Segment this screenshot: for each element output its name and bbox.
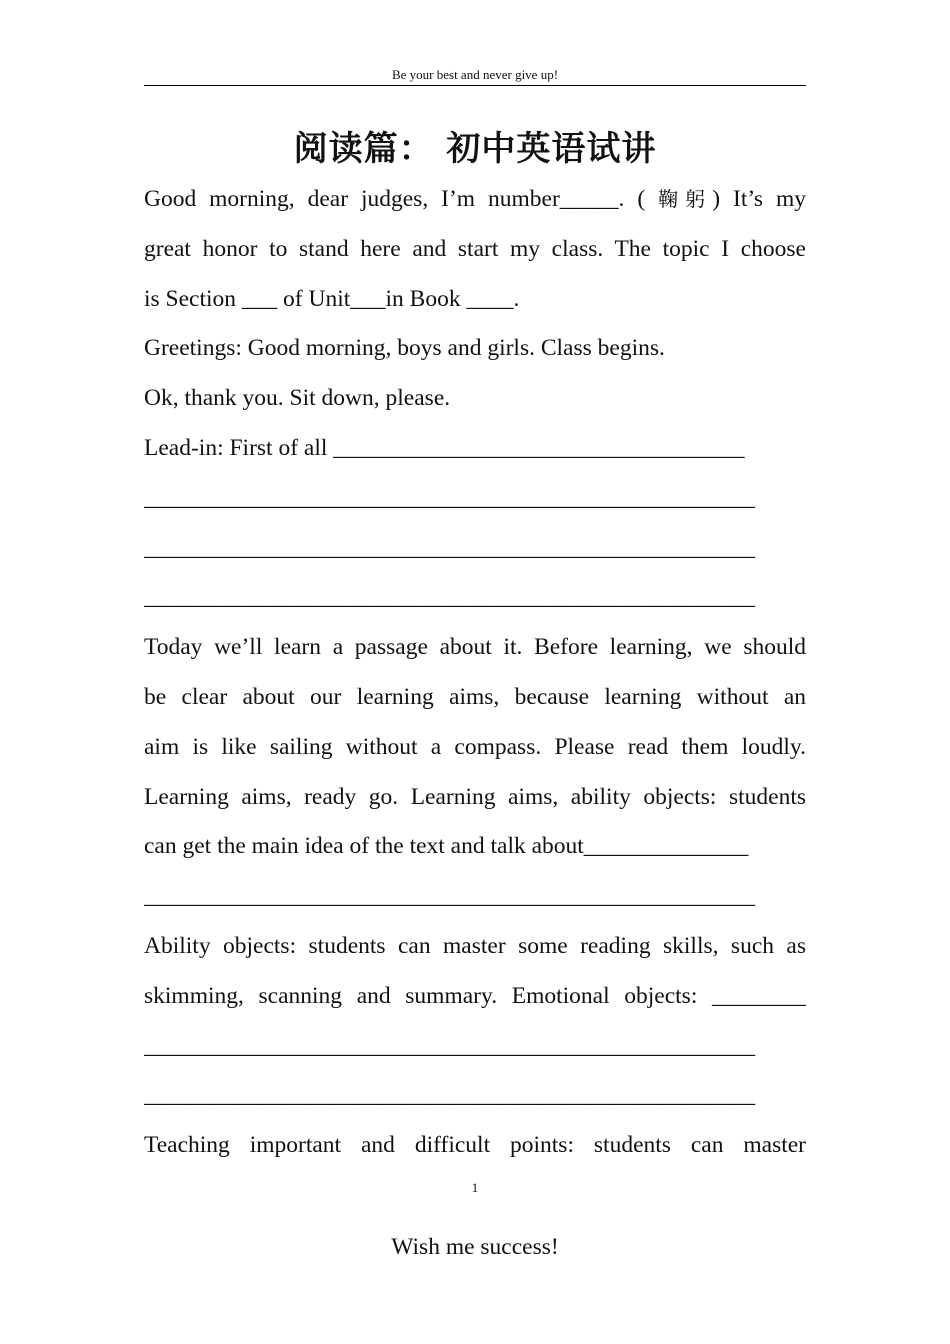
- blank-line: ____________________________________________________: [144, 584, 755, 611]
- page-title: 阅读篇： 初中英语试讲: [293, 129, 657, 169]
- document-body: [144, 175, 806, 1171]
- teaching-line: Teaching important and difficult points: students can master: [144, 1132, 806, 1159]
- ability-line-1: Ability objects: students can master some reading skills, such as: [144, 932, 806, 959]
- page-header: Be your best and never give up!: [144, 66, 806, 86]
- greetings-line: Greetings: Good morning, boys and girls. Class begins.: [144, 335, 665, 362]
- page-number: 1: [471, 1180, 479, 1195]
- intro-bow-note: 鞠躬: [658, 187, 713, 211]
- aims-line-2: be clear about our learning aims, because learning without an: [144, 683, 806, 710]
- blank-line: ____________________________________________________: [144, 484, 755, 511]
- intro-line-1: [144, 175, 806, 225]
- aims-line-1: Today we’ll learn a passage about it. Before learning, we should: [144, 634, 806, 661]
- blank-line: ____________________________________________________: [144, 534, 755, 561]
- aims-line-3: aim is like sailing without a compass. Please read them loudly.: [144, 733, 806, 760]
- sit-down-line: Ok, thank you. Sit down, please.: [144, 385, 451, 412]
- ability-line-2: skimming, scanning and summary. Emotional objects: ________: [144, 982, 806, 1009]
- leadin-line: Lead-in: First of all ___________________________________: [144, 434, 745, 461]
- intro-line-2: great honor to stand here and start my class. The topic I choose: [144, 235, 806, 262]
- intro-text-a: Good morning, dear judges, I’m number_____. (: [144, 186, 646, 212]
- intro-text-b: ) It’s my: [712, 186, 806, 212]
- aims-line-5: can get the main idea of the text and talk about______________: [144, 833, 749, 860]
- aims-line-4: Learning aims, ready go. Learning aims, ability objects: students: [144, 783, 806, 810]
- page-footer: Wish me success!: [391, 1234, 559, 1260]
- intro-line-3: is Section ___ of Unit___in Book ____.: [144, 285, 520, 312]
- blank-line: ____________________________________________________: [144, 1082, 755, 1109]
- blank-line: ____________________________________________________: [144, 1032, 755, 1059]
- blank-line: ____________________________________________________: [144, 883, 755, 910]
